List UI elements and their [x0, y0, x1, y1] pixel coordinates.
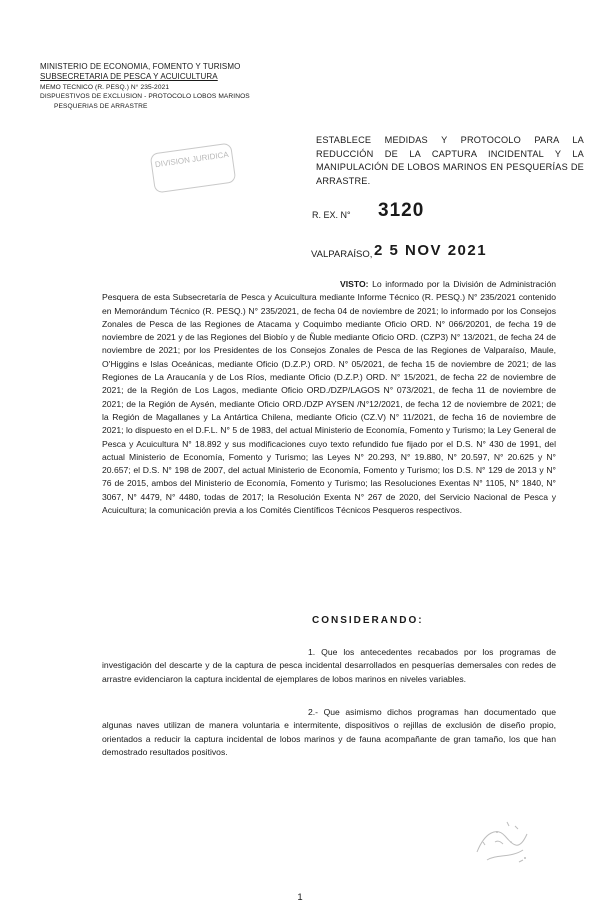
visto-label: VISTO:	[340, 279, 369, 289]
resolution-number: 3120	[378, 200, 425, 221]
date-place: VALPARAÍSO,	[311, 249, 373, 260]
resolution-title: ESTABLECE MEDIDAS Y PROTOCOLO PARA LA REDUCCIÓN DE LA CAPTURA INCIDENTAL Y LA MANIPULACIÓN DE LOBOS MARINOS EN PESQUERÍAS DE ARRASTRE.	[316, 135, 584, 186]
signature-mark	[467, 812, 545, 874]
considerando-item-1: 1. Que los antecedentes recabados por los programas de investigación del descarte y de la captura de pesca incidental desarrollados en pesquerías demersales con redes de arrastre evidenciaron la captura incidental de ejemplares de lobos marinos en niveles variables.	[102, 647, 556, 684]
considerando-heading: CONSIDERANDO:	[312, 615, 424, 626]
resolution-label: R. EX. N°	[312, 210, 351, 220]
visto-paragraph	[102, 278, 556, 517]
subject-line-2: PESQUERIAS DE ARRASTRE	[54, 102, 148, 110]
resolution-number-line	[312, 200, 425, 221]
subsecretaria-name: SUBSECRETARIA DE PESCA Y ACUICULTURA	[40, 72, 218, 82]
date-line	[311, 242, 488, 260]
visto-text: Lo informado por la División de Administración Pesquera de esta Subsecretaría de Pesca y Acuicultura mediante Informe Técnico (R. PESQ.) N° 235/2021 contenido en Memorándum Técnico (R. PESQ.) N° 235/2021, de fecha 04 de noviembre de 2021; lo informado por los Consejos Zonales de Pesca de las Regiones de Atacama y Coquimbo mediante Oficio ORD. N° 066/20201, de fecha 19 de noviembre de 2021 y de las Regiones del Biobío y de Ñuble mediante Oficio ORD. (CZP3) N° 13/2021, de fecha 24 de noviembre de 2021; por los Presidentes de los Consejos Zonales de Pesca de las Regiones de Valparaíso, Maule, O'Higgins e Islas Oceánicas, mediante Oficio (D.Z.P.) ORD. N° 05/2021, de fecha 15 de noviembre de 2021; de las Regiones de La Araucanía y de Los Ríos, mediante Oficio (D.Z.P.) ORD. N° 15/2021, de fecha 22 de noviembre de 2021; de la Región de Los Lagos, mediante Oficio ORD./DZP/LAGOS N° 073/2021, de fecha 11 de noviembre de 2021; de la Región de Aysén, mediante Oficio ORD./DZP AYSEN /N°12/2021, de fecha 12 de noviembre de 2021; de la Región de Magallanes y La Antártica Chilena, mediante Oficio (CZ.V) N° 11/2021, de fecha 16 de noviembre de 2021; lo dispuesto en el D.F.L. N° 5 de 1983, del actual Ministerio de Economía, Fomento y Turismo; la Ley General de Pesca y Acuicultura N° 18.892 y sus modificaciones cuyo texto refundido fue fijado por el D.S. N° 430 de 1991, del actual Ministerio de Economía, Fomento y Turismo; las Leyes N° 20.293, N° 19.880, N° 20.597, N° 20.625 y N° 20.657; el D.S. N° 198 de 2007, del actual Ministerio de Economía, Fomento y Turismo; los D.S. N° 129 de 2013 y N° 76 de 2015, ambos del Ministerio de Economía, Fomento y Turismo; las Resoluciones Exentas N° 1105, N° 1840, N° 3067, N° 4479, N° 4480, todas de 2017; la Resolución Exenta N° 267 de 2020, del Servicio Nacional de Pesca y Acuicultura; la comunicación previa a los Comités Científicos Técnicos Pesqueros respectivos.	[102, 279, 556, 516]
ministry-name: MINISTERIO DE ECONOMIA, FOMENTO Y TURISMO	[40, 62, 241, 71]
division-stamp: DIVISION JURIDICA	[150, 142, 237, 193]
considerando-item-2: 2.- Que asimismo dichos programas han documentado que algunas naves utilizan de manera voluntaria e intermitente, dispositivos o rejillas de exclusión de diseño propio, orientados a reducir la captura incidental de lobos marinos y de fauna acompañante de gran tamaño, los que han demostrado resultados positivos.	[102, 707, 556, 757]
document-header	[40, 62, 270, 111]
page-number: 1	[297, 892, 303, 903]
date-stamp: 2 5 NOV 2021	[374, 242, 488, 259]
memo-reference: MEMO TECNICO (R. PESQ.) N° 235-2021	[40, 83, 170, 91]
subject-line: DISPUESTIVOS DE EXCLUSION - PROTOCOLO LOBOS MARINOS	[40, 93, 250, 101]
